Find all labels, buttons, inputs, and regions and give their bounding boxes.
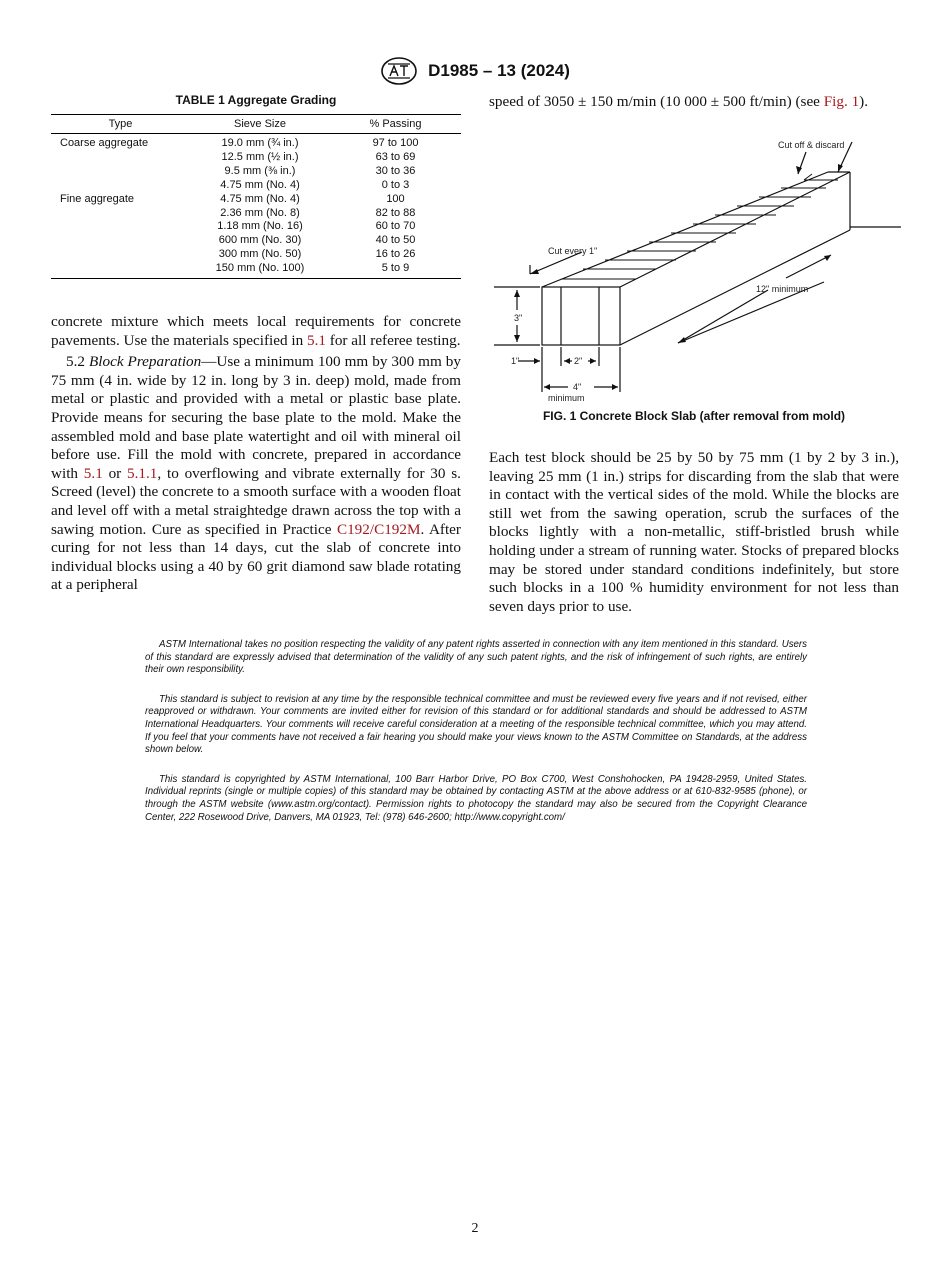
cell-type xyxy=(51,151,190,165)
section-number: 5.2 xyxy=(66,353,89,371)
astm-notices xyxy=(145,639,807,841)
cell-passing: 60 to 70 xyxy=(375,220,416,233)
cell-passing: 40 to 50 xyxy=(375,234,416,247)
cell-passing: 0 to 3 xyxy=(381,178,410,191)
col-header-passing: % Passing xyxy=(330,115,461,134)
notice-patent xyxy=(145,639,807,677)
label-2-inch: 2" xyxy=(574,356,583,366)
astm-logo-icon xyxy=(380,56,418,86)
paragraph-test-block: Each test block should be 25 by 50 by 75 mm (1 by 2 by 3 in.), leaving 25 mm (1 in.) strips for discarding from the slab that were in contact with the vertical sides of the mold. While the blocks are still wet from the sawing operation, scrub the surfaces of the blocks lightly with a non-metallic, stiff-bristled brush while holding under a stream of running water. Stocks of prepared blocks may be stored under standard conditions indefinitely, but store such blocks in a 100 % humidity environment for not less than seven days prior to use. xyxy=(489,449,899,615)
page-header xyxy=(0,56,950,86)
cell-type: Fine aggregate xyxy=(60,192,134,205)
cell-sieve: 4.75 mm (No. 4) xyxy=(220,178,300,191)
label-3-inch: 3" xyxy=(514,313,523,323)
cell-sieve: 19.0 mm (¾ in.) xyxy=(221,137,299,149)
text-run: speed of 3050 ± 150 m/min (10 000 ± 500 ft/min) (see xyxy=(489,93,824,110)
cell-sieve: 4.75 mm (No. 4) xyxy=(220,192,300,205)
label-1-inch: 1" xyxy=(511,356,520,366)
link-5-1-1[interactable]: 5.1.1 xyxy=(127,464,158,482)
table-row xyxy=(51,262,461,278)
section-heading: Block Preparation xyxy=(88,353,202,371)
cell-sieve: 9.5 mm (⅜ in.) xyxy=(224,164,296,177)
table-row xyxy=(51,207,461,221)
table-header-row xyxy=(51,115,461,134)
aggregate-grading-table xyxy=(51,114,461,279)
cell-type xyxy=(51,248,190,262)
cell-passing: 63 to 69 xyxy=(375,150,416,163)
table-row xyxy=(51,179,461,193)
page-number: 2 xyxy=(471,1221,479,1236)
figure-caption: FIG. 1 Concrete Block Slab (after removal from mold) xyxy=(542,409,846,423)
cell-type xyxy=(51,179,190,193)
cell-sieve: 600 mm (No. 30) xyxy=(218,234,302,247)
notice-text: ASTM International takes no position respecting the validity of any patent rights asserted in connection with any item mentioned in this standard. Users of this standard are expressly advised that determination of the validity of any such patent rights, and the risk of infringement of such rights, are entirely their own responsibility. xyxy=(145,639,807,676)
label-cut-off-discard: Cut off & discard xyxy=(778,140,845,150)
table-row xyxy=(51,165,461,179)
text-run: —Use a minimum 100 mm by 300 mm by 75 mm (4 in. wide by 12 in. long by 3 in. deep) mold, made from metal or plastic and provided with a metal or plastic base plate. Provide means for securing the base plate to the mold. Make the assembled mold and base plate watertight and oil with mineral oil before use. Fill the mold with concrete, prepared in accordance with xyxy=(51,353,461,482)
table-caption: TABLE 1 Aggregate Grading xyxy=(175,93,337,107)
cell-passing: 82 to 88 xyxy=(375,206,416,219)
text-run: concrete mixture which meets local requirements for concrete pavements. Use the materials specified in xyxy=(51,313,461,349)
cell-passing: 100 xyxy=(386,192,405,205)
cell-passing: 16 to 26 xyxy=(375,248,416,261)
notice-copyright xyxy=(145,774,807,824)
table-row xyxy=(51,151,461,165)
table-row xyxy=(51,193,461,207)
cell-sieve: 150 mm (No. 100) xyxy=(190,262,330,278)
right-column-top-text xyxy=(489,93,899,112)
link-5-1[interactable]: 5.1 xyxy=(83,464,103,482)
cell-sieve: 2.36 mm (No. 8) xyxy=(220,206,300,219)
cell-sieve: 1.18 mm (No. 16) xyxy=(217,220,303,233)
label-cut-every: Cut every 1" xyxy=(548,246,598,256)
paragraph-block-preparation xyxy=(51,353,461,595)
label-4-inch: 4" xyxy=(573,382,582,392)
notice-revision xyxy=(145,694,807,757)
cell-passing: 30 to 36 xyxy=(375,164,416,177)
label-minimum: minimum xyxy=(548,393,585,403)
text-run: , to overflowing and vibrate externally for 30 s. Screed (level) the concrete to a smooth surface with a wooden float and level off with a metal straightedge drawn across the top with a sawing motion. Cure as specified in Practice xyxy=(51,464,461,538)
cell-type xyxy=(51,165,190,179)
text-run: or xyxy=(102,464,128,482)
cell-passing: 5 to 9 xyxy=(330,262,461,278)
table-row xyxy=(51,134,461,151)
table-1 xyxy=(51,93,461,279)
cell-type xyxy=(51,234,190,248)
text-run: ). xyxy=(859,93,869,110)
link-5-1[interactable]: 5.1 xyxy=(307,331,326,349)
cell-type: Coarse aggregate xyxy=(60,137,149,149)
col-header-sieve: Sieve Size xyxy=(190,115,330,134)
paragraph-mixture xyxy=(51,313,461,350)
link-c192[interactable]: C192/C192M xyxy=(336,520,421,538)
text-run: . After curing for not less than 14 days, cut the slab of concrete into individual blocks using a 40 by 60 grit diamond saw blade rotating at a peripheral xyxy=(51,520,461,594)
col-header-type: Type xyxy=(51,115,190,134)
left-column-text xyxy=(51,313,461,595)
cell-type xyxy=(51,220,190,234)
figure-1-block-slab xyxy=(486,130,906,410)
table-row xyxy=(51,220,461,234)
table-row xyxy=(51,234,461,248)
right-column-text xyxy=(489,449,899,616)
cell-type xyxy=(51,207,190,221)
notice-text: This standard is copyrighted by ASTM International, 100 Barr Harbor Drive, PO Box C700, West Conshohocken, PA 19428-2959, United States. Individual reprints (single or multiple copies) of this standard may be obtained by contacting ASTM at the above address or at 610-832-9585 (phone), or through the ASTM website (www.astm.org/contact). Permission rights to photocopy the standard may also be secured from the Copyright Clearance Center, 222 Rosewood Drive, Danvers, MA 01923, Tel: (978) 646-2600; http://www.copyright.com/ xyxy=(145,773,807,823)
link-fig-1[interactable]: Fig. 1 xyxy=(823,93,860,110)
table-row xyxy=(51,248,461,262)
paragraph-speed xyxy=(489,93,899,112)
cell-type xyxy=(51,262,190,278)
text-run: for all referee testing. xyxy=(325,331,461,349)
cell-sieve: 12.5 mm (½ in.) xyxy=(221,150,299,163)
notice-text: This standard is subject to revision at any time by the responsible technical committee and must be reviewed every five years and if not revised, either reapproved or withdrawn. Your comments are invited either for revision of this standard or for additional standards and should be addressed to ASTM International Headquarters. Your comments will receive careful consideration at a meeting of the responsible technical committee, which you may attend. If you feel that your comments have not received a fair hearing you should make your views known to the ASTM Committee on Standards, at the address shown below. xyxy=(145,693,807,756)
cell-sieve: 300 mm (No. 50) xyxy=(218,248,302,261)
cell-passing: 97 to 100 xyxy=(372,137,419,149)
designation: D1985 – 13 (2024) xyxy=(428,61,570,80)
label-12-minimum: 12" minimum xyxy=(756,284,809,294)
